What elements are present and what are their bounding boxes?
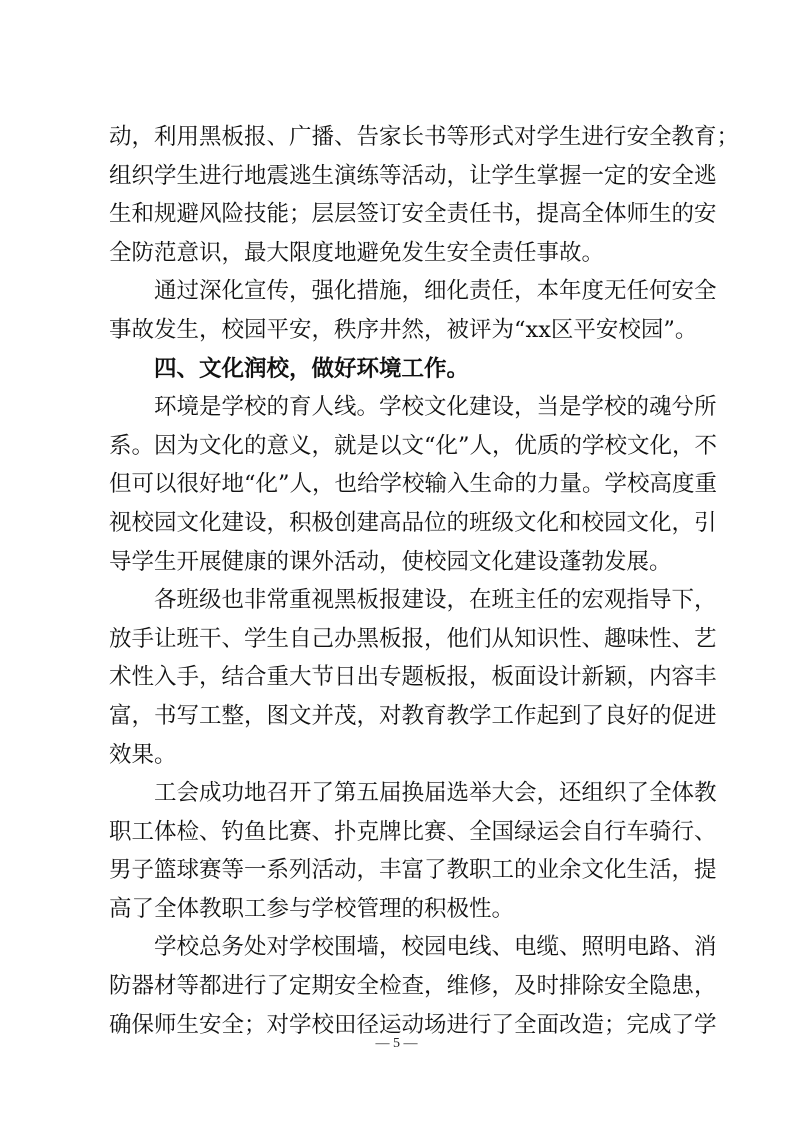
- text-line: 工会成功地召开了第五届换届选举大会，还组织了全体教: [154, 780, 717, 807]
- text-line: 事故发生，校园平安，秩序井然，被评为“xx区平安校园”。: [109, 316, 698, 343]
- text-line: 各班级也非常重视黑板报建设，在班主任的宏观指导下，: [154, 587, 717, 614]
- text-line: 防器材等都进行了定期安全检查，维修，及时排除安全隐患，: [109, 973, 717, 1000]
- section-heading: 四、文化润校，做好环境工作。: [154, 355, 470, 382]
- text-line: 富，书写工整，图文并茂，对教育教学工作起到了良好的促进: [109, 702, 717, 729]
- text-line: 组织学生进行地震逃生演练等活动，让学生掌握一定的安全逃: [109, 162, 717, 189]
- text-line: 生和规避风险技能；层层签订安全责任书，提高全体师生的安: [109, 201, 717, 228]
- text-line: 效果。: [109, 741, 177, 768]
- text-line: 环境是学校的育人线。学校文化建设，当是学校的魂兮所: [154, 394, 717, 421]
- text-line: 但可以很好地“化”人，也给学校输入生命的力量。学校高度重: [109, 471, 718, 498]
- text-line: 高了全体教职工参与学校管理的积极性。: [109, 895, 515, 922]
- text-line: 确保师生安全；对学校田径运动场进行了全面改造；完成了学: [109, 1011, 717, 1038]
- text-line: 放手让班干、学生自己办黑板报，他们从知识性、趣味性、艺: [109, 625, 717, 652]
- text-line: 职工体检、钓鱼比赛、扑克牌比赛、全国绿运会自行车骑行、: [109, 818, 717, 845]
- text-line: 学校总务处对学校围墙，校园电线、电缆、照明电路、消: [154, 934, 717, 961]
- text-line: 通过深化宣传，强化措施，细化责任，本年度无任何安全: [154, 278, 717, 305]
- text-line: 术性入手，结合重大节日出专题板报，板面设计新颖，内容丰: [109, 664, 717, 691]
- text-line: 男子篮球赛等一系列活动，丰富了教职工的业余文化生活，提: [109, 857, 717, 884]
- text-line: 导学生开展健康的课外活动，使校园文化建设蓬勃发展。: [109, 548, 672, 575]
- text-line: 全防范意识，最大限度地避免发生安全责任事故。: [109, 239, 605, 266]
- page-number: — 5 —: [375, 1036, 418, 1051]
- text-line: 视校园文化建设，积极创建高品位的班级文化和校园文化，引: [109, 509, 717, 536]
- document-body: [109, 118, 740, 1044]
- text-line: 系。因为文化的意义，就是以文“化”人，优质的学校文化，不: [109, 432, 718, 459]
- text-line: 动，利用黑板报、广播、告家长书等形式对学生进行安全教育；: [109, 124, 740, 150]
